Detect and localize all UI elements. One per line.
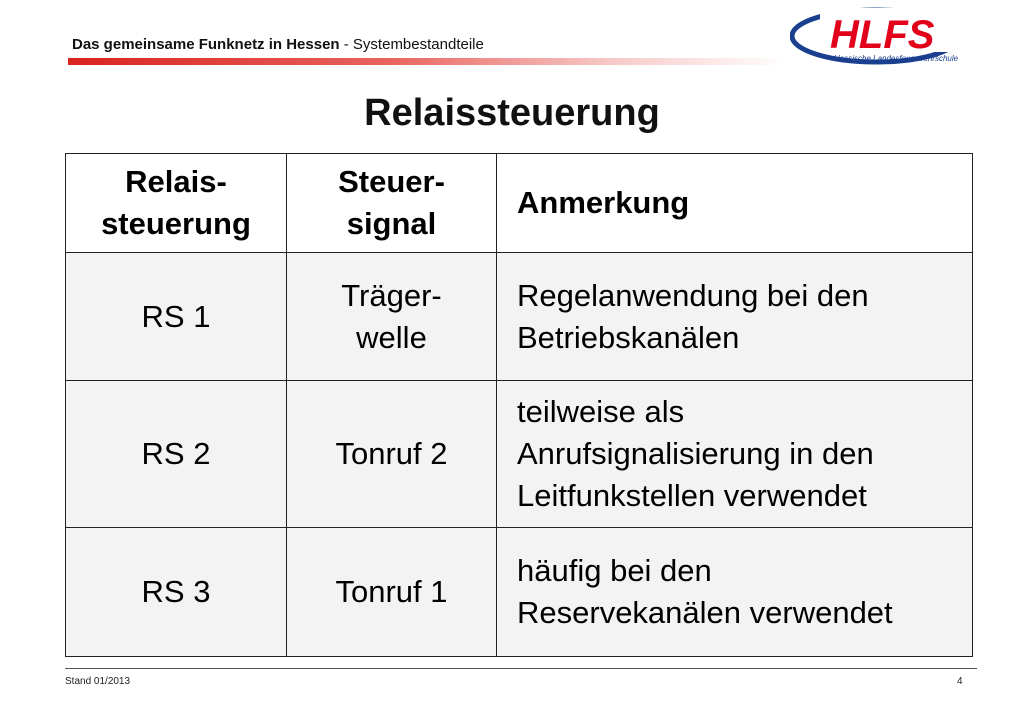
hlfs-logo bbox=[790, 6, 970, 68]
column-header-anmerkung: Anmerkung bbox=[497, 154, 973, 253]
relay-control-table bbox=[65, 153, 973, 657]
table-cell-relais: RS 2 bbox=[66, 381, 287, 528]
header-title-rest: - Systembestandteile bbox=[339, 36, 484, 53]
table-cell-relais: RS 1 bbox=[66, 253, 287, 381]
page-title: Relaissteuerung bbox=[364, 92, 660, 134]
table-cell-signal: Träger- welle bbox=[287, 253, 497, 381]
footer-divider bbox=[65, 668, 977, 669]
table-cell-anmerkung: häufig bei den Reservekanälen verwendet bbox=[497, 528, 973, 657]
table-header-row bbox=[66, 154, 973, 253]
table-row bbox=[66, 253, 973, 381]
page-number: 4 bbox=[957, 676, 963, 687]
table-cell-signal: Tonruf 1 bbox=[287, 528, 497, 657]
column-header-relais: Relais- steuerung bbox=[66, 154, 287, 253]
logo-subtitle: Hessische Landesfeuerwehrschule bbox=[834, 54, 959, 63]
header-accent-bar bbox=[68, 58, 788, 65]
table-row bbox=[66, 381, 973, 528]
table-cell-anmerkung: teilweise als Anrufsignalisierung in den Leitfunkstellen verwendet bbox=[497, 381, 973, 528]
logo-text: HLFS bbox=[830, 13, 935, 57]
table-cell-signal: Tonruf 2 bbox=[287, 381, 497, 528]
column-header-steuersignal: Steuer- signal bbox=[287, 154, 497, 253]
table-cell-anmerkung: Regelanwendung bei den Betriebskanälen bbox=[497, 253, 973, 381]
footer-stand: Stand 01/2013 bbox=[65, 676, 131, 687]
table-cell-relais: RS 3 bbox=[66, 528, 287, 657]
header-title-bold: Das gemeinsame Funknetz in Hessen bbox=[72, 36, 340, 53]
header-title bbox=[72, 36, 484, 53]
table-row bbox=[66, 528, 973, 657]
